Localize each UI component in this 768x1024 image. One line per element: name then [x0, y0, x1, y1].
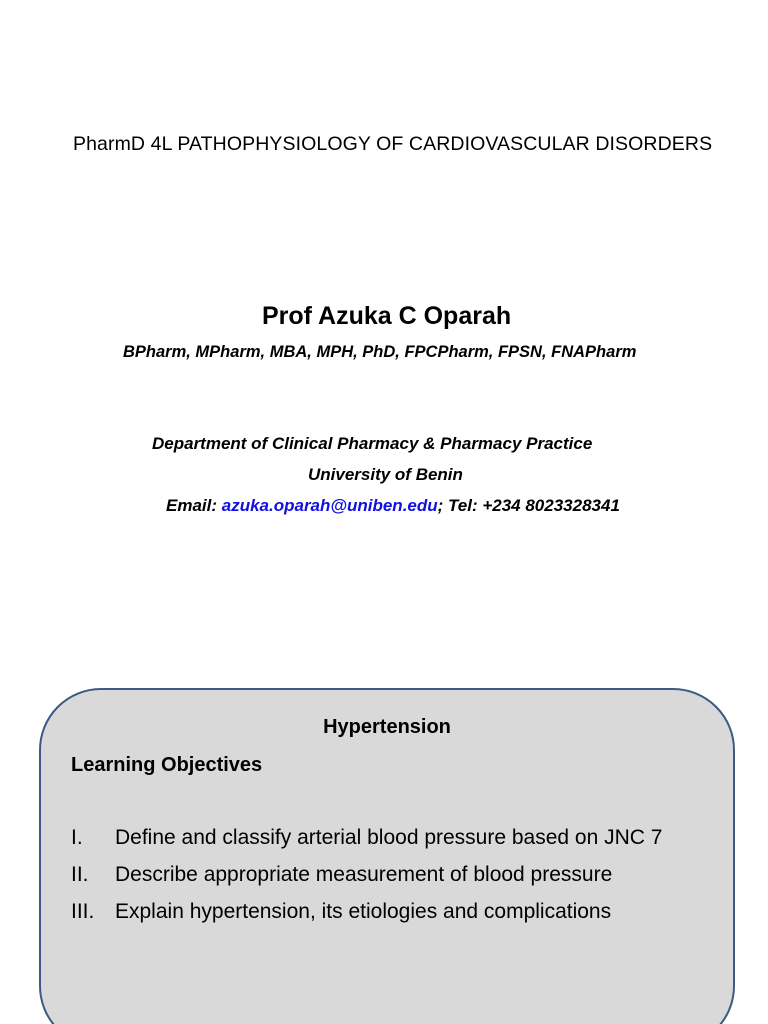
author-name: Prof Azuka C Oparah: [262, 302, 512, 330]
contact-line: [166, 496, 620, 516]
objectives-list: [71, 826, 662, 937]
list-item: [71, 826, 662, 863]
email-link[interactable]: azuka.oparah@uniben.edu: [221, 496, 438, 515]
objective-text: Explain hypertension, its etiologies and complications: [115, 900, 612, 923]
author-credentials: BPharm, MPharm, MBA, MPH, PhD, FPCPharm, FPSN, FNAPharm: [123, 343, 637, 361]
department-line: Department of Clinical Pharmacy & Pharmacy Practice: [152, 434, 593, 453]
objective-text: Define and classify arterial blood pressure based on JNC 7: [115, 826, 663, 849]
list-item: [71, 900, 662, 937]
objectives-subheading: Learning Objectives: [71, 754, 263, 776]
course-title: PharmD 4L PATHOPHYSIOLOGY OF CARDIOVASCULAR DISORDERS: [73, 133, 713, 155]
university-line: University of Benin: [308, 465, 463, 484]
learning-objectives-box: [39, 688, 735, 1024]
objective-number: I.: [71, 826, 83, 849]
objective-number: III.: [71, 900, 95, 923]
tel-text: ; Tel: +234 8023328341: [437, 496, 620, 515]
objective-text: Describe appropriate measurement of blood pressure: [115, 863, 613, 886]
list-item: [71, 863, 662, 900]
email-label: Email:: [166, 496, 222, 515]
objectives-heading: Hypertension: [323, 716, 451, 738]
objective-number: II.: [71, 863, 89, 886]
